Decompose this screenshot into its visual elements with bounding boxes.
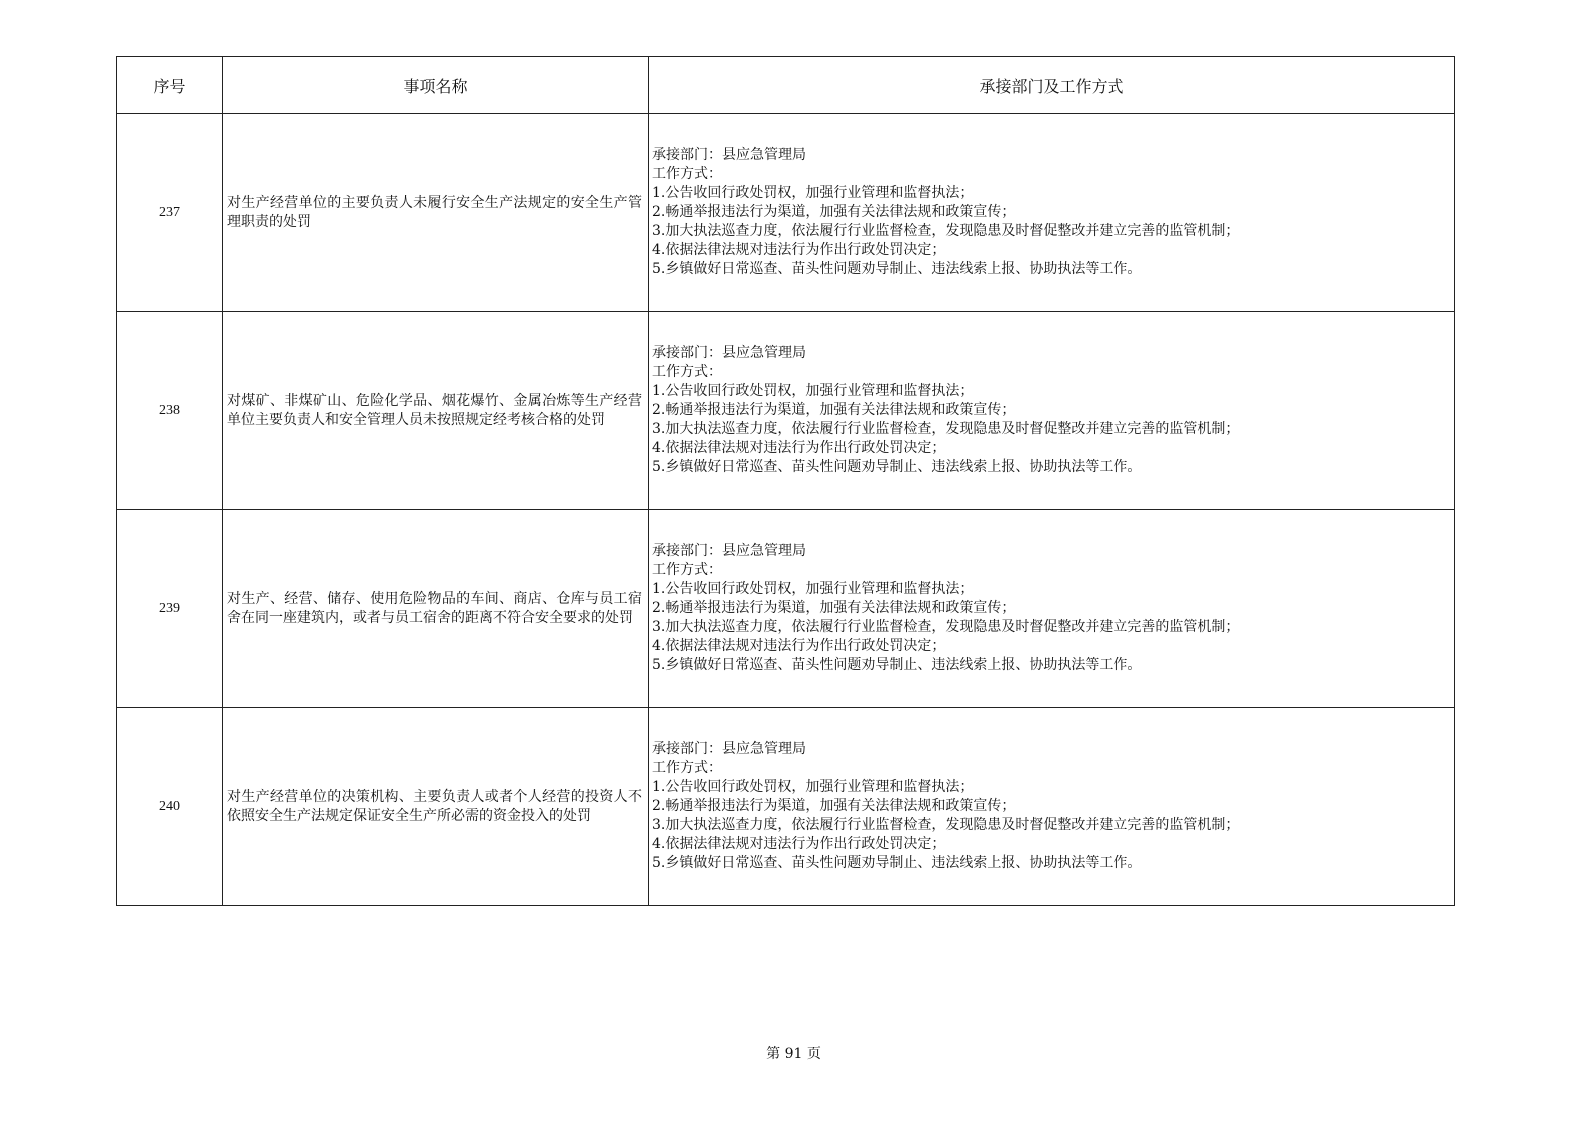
method-item: 4.依据法律法规对违法行为作出行政处罚决定；	[652, 440, 946, 456]
method-item: 2.畅通举报违法行为渠道，加强有关法律法规和政策宣传；	[652, 600, 1016, 616]
method-item: 1.公告收回行政处罚权，加强行业管理和监督执法；	[652, 185, 974, 201]
header-matter-name: 事项名称	[223, 57, 649, 114]
method-item: 3.加大执法巡查力度，依法履行行业监督检查，发现隐患及时督促整改并建立完善的监管机制；	[652, 223, 1240, 239]
header-dept-method: 承接部门及工作方式	[649, 57, 1455, 114]
table-row	[117, 510, 1455, 708]
method-label: 工作方式：	[652, 166, 722, 182]
method-item: 3.加大执法巡查力度，依法履行行业监督检查，发现隐患及时督促整改并建立完善的监管机制；	[652, 817, 1240, 833]
method-label: 工作方式：	[652, 364, 722, 380]
table-row	[117, 312, 1455, 510]
dept-line: 承接部门：县应急管理局	[652, 345, 806, 361]
row-seq: 239	[117, 510, 223, 708]
method-item: 2.畅通举报违法行为渠道，加强有关法律法规和政策宣传；	[652, 204, 1016, 220]
row-matter-name: 对生产、经营、储存、使用危险物品的车间、商店、仓库与员工宿舍在同一座建筑内，或者与员工宿舍的距离不符合安全要求的处罚	[223, 510, 649, 708]
method-item: 4.依据法律法规对违法行为作出行政处罚决定；	[652, 836, 946, 852]
method-item: 4.依据法律法规对违法行为作出行政处罚决定；	[652, 638, 946, 654]
row-dept-method	[649, 708, 1455, 906]
method-item: 3.加大执法巡查力度，依法履行行业监督检查，发现隐患及时督促整改并建立完善的监管机制；	[652, 619, 1240, 635]
row-dept-method	[649, 510, 1455, 708]
row-seq: 240	[117, 708, 223, 906]
row-seq: 237	[117, 114, 223, 312]
matters-table	[116, 56, 1455, 906]
method-item: 1.公告收回行政处罚权，加强行业管理和监督执法；	[652, 581, 974, 597]
table-header-row	[117, 57, 1455, 114]
method-label: 工作方式：	[652, 562, 722, 578]
dept-line: 承接部门：县应急管理局	[652, 147, 806, 163]
row-seq: 238	[117, 312, 223, 510]
table-row	[117, 114, 1455, 312]
table-row	[117, 708, 1455, 906]
method-item: 2.畅通举报违法行为渠道，加强有关法律法规和政策宣传；	[652, 402, 1016, 418]
header-seq: 序号	[117, 57, 223, 114]
method-item: 5.乡镇做好日常巡查、苗头性问题劝导制止、违法线索上报、协助执法等工作。	[652, 657, 1142, 673]
method-item: 1.公告收回行政处罚权，加强行业管理和监督执法；	[652, 779, 974, 795]
row-dept-method	[649, 114, 1455, 312]
method-item: 1.公告收回行政处罚权，加强行业管理和监督执法；	[652, 383, 974, 399]
method-item: 2.畅通举报违法行为渠道，加强有关法律法规和政策宣传；	[652, 798, 1016, 814]
method-label: 工作方式：	[652, 760, 722, 776]
row-matter-name: 对生产经营单位的主要负责人未履行安全生产法规定的安全生产管理职责的处罚	[223, 114, 649, 312]
row-matter-name: 对生产经营单位的决策机构、主要负责人或者个人经营的投资人不依照安全生产法规定保证安全生产所必需的资金投入的处罚	[223, 708, 649, 906]
dept-line: 承接部门：县应急管理局	[652, 543, 806, 559]
page-number: 第 91 页	[766, 1046, 821, 1062]
method-item: 5.乡镇做好日常巡查、苗头性问题劝导制止、违法线索上报、协助执法等工作。	[652, 261, 1142, 277]
method-item: 5.乡镇做好日常巡查、苗头性问题劝导制止、违法线索上报、协助执法等工作。	[652, 855, 1142, 871]
method-item: 5.乡镇做好日常巡查、苗头性问题劝导制止、违法线索上报、协助执法等工作。	[652, 459, 1142, 475]
method-item: 3.加大执法巡查力度，依法履行行业监督检查，发现隐患及时督促整改并建立完善的监管机制；	[652, 421, 1240, 437]
method-item: 4.依据法律法规对违法行为作出行政处罚决定；	[652, 242, 946, 258]
dept-line: 承接部门：县应急管理局	[652, 741, 806, 757]
row-dept-method	[649, 312, 1455, 510]
row-matter-name: 对煤矿、非煤矿山、危险化学品、烟花爆竹、金属冶炼等生产经营单位主要负责人和安全管理人员未按照规定经考核合格的处罚	[223, 312, 649, 510]
